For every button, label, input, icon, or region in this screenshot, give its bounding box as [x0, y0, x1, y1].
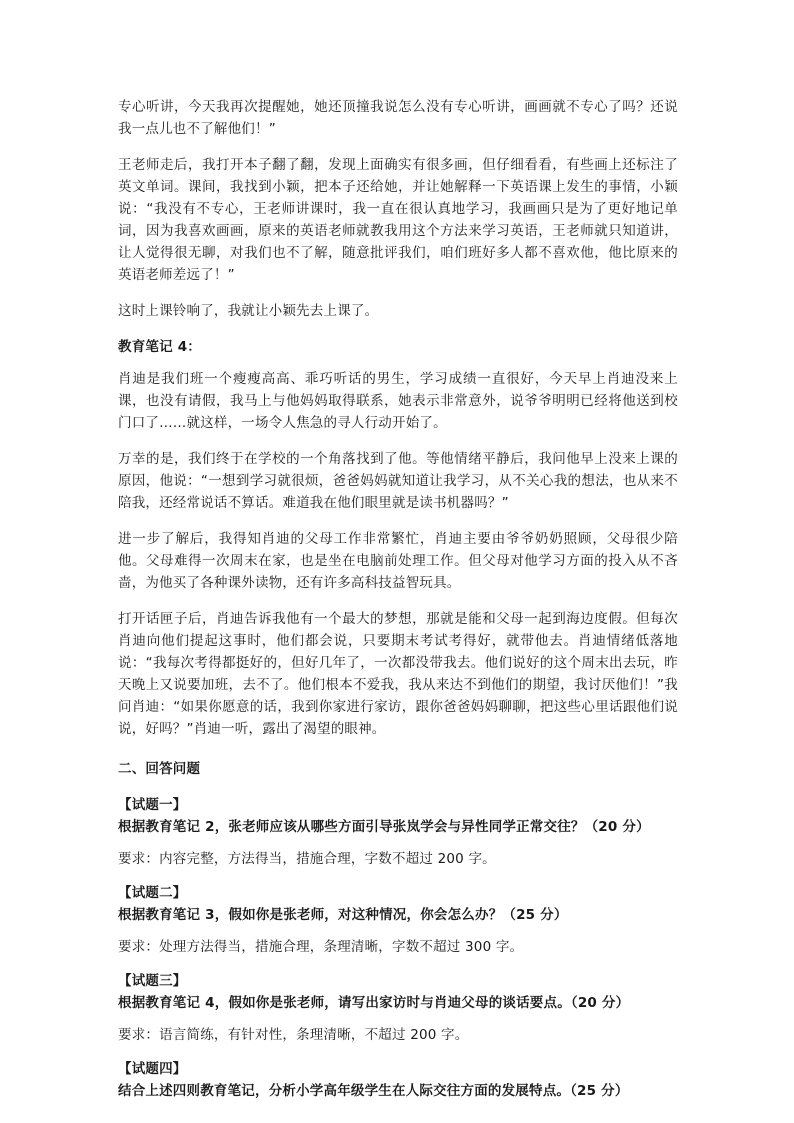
question-label: 【试题一】 [118, 797, 187, 813]
paragraph: 打开话匣子后，肖迪告诉我他有一个最大的梦想，那就是能和父母一起到海边度假。但每次肖迪向他们提起这事时，他们都会说，只要期末考试考得好，就带他去。肖迪情绪低落地说：“我每次考得都挺好的，但好几年了，一次都没带我去。他们说好的这个周末出去玩，昨天晚上又说要加班，去不了。他们根本不爱我，我从来达不到他们的期望，我讨厌他们！”我问肖迪：“如果你愿意的话，我到你家进行家访，跟你爸爸妈妈聊聊，把这些心里话跟他们说说，好吗？”肖迪一听，露出了渴望的眼神。 [118, 611, 678, 737]
paragraph: 这时上课铃响了，我就让小颖先去上课了。 [118, 303, 379, 319]
document-content [118, 96, 678, 1112]
question-label: 【试题四】 [118, 1061, 187, 1077]
paragraph: 肖迪是我们班一个瘦瘦高高、乖巧听话的男生，学习成绩一直很好，今天早上肖迪没来上课，也没有请假，我马上与他妈妈取得联系，她表示非常意外，说爷爷明明已经将他送到校门口了……就这样，一场令人焦急的寻人行动开始了。 [118, 371, 678, 431]
question-requirement: 要求：语言简练，有针对性，条理清晰，不超过 200 字。 [118, 1027, 469, 1043]
question-2 [118, 882, 678, 958]
question-text: 根据教育笔记 2，张老师应该从哪些方面引导张岚学会与异性同学正常交往？（20 分） [118, 819, 650, 835]
question-4 [118, 1058, 678, 1102]
question-text: 根据教育笔记 3，假如你是张老师，对这种情况，你会怎么办？（25 分） [118, 907, 568, 923]
paragraph: 进一步了解后，我得知肖迪的父母工作非常繁忙，肖迪主要由爷爷奶奶照顾，父母很少陪他。父母难得一次周末在家，也是坐在电脑前处理工作。但父母对他学习方面的投入从不吝啬，为他买了各种课外读物，还有许多高科技益智玩具。 [118, 531, 678, 591]
question-requirement: 要求：内容完整，方法得当，措施合理，字数不超过 200 字。 [118, 851, 496, 867]
question-label: 【试题二】 [118, 885, 187, 901]
section-heading: 二、回答问题 [118, 761, 201, 777]
paragraph: 王老师走后，我打开本子翻了翻，发现上面确实有很多画，但仔细看看，有些画上还标注了英文单词。课间，我找到小颖，把本子还给她，并让她解释一下英语课上发生的事情，小颖说：“我没有不专心，王老师讲课时，我一直在很认真地学习，我画画只是为了更好地记单词，因为我喜欢画画，原来的英语老师就教我用这个方法来学习英语，王老师就只知道讲，让人觉得很无聊，对我们也不了解，随意批评我们，咱们班好多人都不喜欢他，他比原来的英语老师差远了！” [118, 157, 678, 283]
question-1 [118, 794, 678, 870]
question-text: 结合上述四则教育笔记，分析小学高年级学生在人际交往方面的发展特点。（25 分） [118, 1083, 629, 1099]
paragraph: 万幸的是，我们终于在学校的一个角落找到了他。等他情绪平静后，我问他早上没来上课的原因，他说：“一想到学习就很烦，爸爸妈妈就知道让我学习，从不关心我的想法，也从来不陪我，还经常说话不算话。难道我在他们眼里就是读书机器吗？” [118, 451, 678, 511]
question-text: 根据教育笔记 4，假如你是张老师，请写出家访时与肖迪父母的谈话要点。（20 分） [118, 995, 630, 1011]
note-4-title: 教育笔记 4： [118, 339, 201, 355]
question-3 [118, 970, 678, 1046]
paragraph: 专心听讲，今天我再次提醒她，她还顶撞我说怎么没有专心听讲，画画就不专心了吗？还说我一点儿也不了解他们！” [118, 99, 678, 137]
question-label: 【试题三】 [118, 973, 187, 989]
question-requirement: 要求：处理方法得当，措施合理，条理清晰，字数不超过 300 字。 [118, 939, 524, 955]
